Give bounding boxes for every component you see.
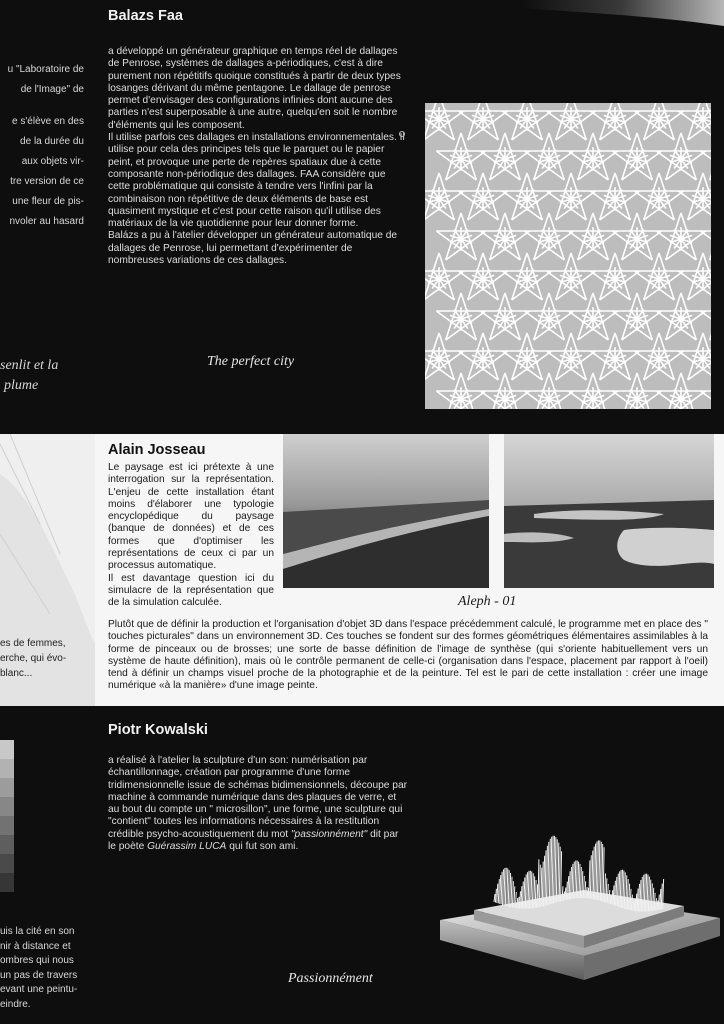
left-fragment-line: ombres qui nous xyxy=(0,955,74,967)
left-grayscale-strip xyxy=(0,740,14,892)
josseau-intro xyxy=(108,462,274,610)
left-fragment-line: un pas de travers xyxy=(0,969,78,981)
landscape-photo-1 xyxy=(283,434,489,588)
penrose-tiling-pattern xyxy=(425,103,711,409)
left-fragment-line: nvoler au hasard xyxy=(9,216,84,227)
left-fragment-line xyxy=(0,100,88,112)
josseau-paragraph-2: Il est davantage question ici du simulacre de la représentation que de la simulation calculée. xyxy=(108,572,274,609)
artist-heading-kowalski: Piotr Kowalski xyxy=(108,722,208,738)
kowalski-text-part: a réalisé à l'atelier la sculpture d'un son: numérisation par échantillonnage, création par programme d'une forme tridimensionnelle issue de schémas bidimensionnels, découpe par machine à commande numérique dans des plaques de verre, et au bout du compte un " microsillon", une forme, une sculpture qui "contient" toutes les informations nécessaires à la restitution crédible psycho-acoustiquement du mot xyxy=(108,755,408,840)
left-fragment-line: tre version de ce xyxy=(10,176,84,187)
glass-sculpture-photo xyxy=(434,820,724,986)
left-column-fragment-bottom xyxy=(0,925,95,1013)
artist-heading-faa: Balazs Faa xyxy=(108,8,183,24)
page-shadow xyxy=(520,0,724,26)
kowalski-poet: Guérassim LUCA xyxy=(147,841,227,853)
decorative-dot xyxy=(399,131,405,137)
faa-paragraph-2: Il utilise parfois ces dallages en installations environnementales. Il utilise pour cela des principes tels que le parquet ou le papier peint, et provoque une perte de repères spatiaux due à cette composante non-périodique des dallages. FAA considère que cette problématique qui consiste à tendre vers l'infini par la combinaison non répétitive de deux éléments de base est quasiment mystique et c'est pour cette raison qu'il utilise des matériaux de la vie quotidienne pour leur donner forme. xyxy=(108,132,405,230)
landscape-photo-2 xyxy=(504,434,714,588)
left-fragment-line: une fleur de pis- xyxy=(12,196,84,207)
left-fragment-line: es de femmes, xyxy=(0,638,66,649)
left-fragment-line: e s'élève en des xyxy=(12,116,84,127)
artist-heading-josseau: Alain Josseau xyxy=(108,442,206,458)
josseau-paragraph-1: Le paysage est ici prétexte à une interrogation sur la représentation. L'enjeu de cette installation étant moins d'élaborer une typologie encyclopédique du paysage (banque de données) et de ces formes que d'optimiser les représentations de ceux ci par un processus automatique. xyxy=(108,462,274,572)
left-fragment-line: erche, qui évo- xyxy=(0,653,67,664)
caption-perfect-city: The perfect city xyxy=(207,354,295,369)
tiling-lines xyxy=(425,103,711,409)
faa-paragraph-1: a développé un générateur graphique en temps réel de dallages de Penrose, systèmes de dallages a-périodiques, c'est à dire purement non répétitifs quoique constitués à partir de deux types losanges dérivant du même pentagone. Le dallage de penrose permet d'envisager des configurations infinies dont aucune des parties n'est superposable à une autre, quelqu'en soit le nombre d'éléments qui les composent. xyxy=(108,46,401,131)
left-italic-line: plume xyxy=(4,378,39,393)
kowalski-description xyxy=(108,755,408,853)
faa-description xyxy=(108,46,408,267)
left-italic-line: senlit et la xyxy=(0,358,59,373)
caption-passionnement: Passionnément xyxy=(288,971,373,986)
left-fragment-line: aux objets vir- xyxy=(21,156,84,167)
faa-paragraph-3: Balázs a pu à l'atelier développer un générateur automatique de dallages de Penrose, lui permettant d'expérimenter de nombreuses variations de ces dallages. xyxy=(108,230,398,267)
left-fragment-middle xyxy=(0,636,95,681)
left-column-fragment-top xyxy=(0,60,88,232)
left-italic-fragment xyxy=(0,356,90,396)
left-fragment-line: de la durée du xyxy=(20,136,84,147)
left-fragment-line: eindre. xyxy=(0,998,31,1010)
left-fragment-line: uis la cité en son xyxy=(0,926,75,937)
penrose-tiling-image xyxy=(425,103,711,409)
left-fragment-line: u "Laboratoire de xyxy=(7,64,84,75)
caption-aleph: Aleph - 01 xyxy=(458,594,517,609)
left-fragment-line: blanc... xyxy=(0,668,33,679)
left-fragment-line: evant une peintu- xyxy=(0,984,78,996)
kowalski-word: "passionnément" xyxy=(290,828,368,840)
kowalski-text-part: dit par le poète xyxy=(108,828,399,853)
kowalski-text-part: qui fut son ami. xyxy=(226,841,299,853)
left-fragment-line: nir à distance et xyxy=(0,940,71,952)
josseau-body: Plutôt que de définir la production et l'organisation d'objet 3D dans l'espace précédemment calculé, le programme met en place des " touches picturales" dans un environnement 3D. Ces touches se fondent sur des formes géométriques élémentaires assimilables à la forme de pinceaux ou de brosses; une sorte de basse définition de l'image de synthèse (qui s'oriente habituellement vers un système de haute définition), mais où le contrôle permanent de celle-ci (organisation dans l'espace, placement par rapport à l'oeil) tend à définir un champs visuel proche de la photographie et de la peinture. Tel est le pari de cette installation : créer une image numérique «à la manière» d'une image peinte. xyxy=(108,619,708,692)
left-fragment-line: de l'Image" de xyxy=(20,84,84,95)
